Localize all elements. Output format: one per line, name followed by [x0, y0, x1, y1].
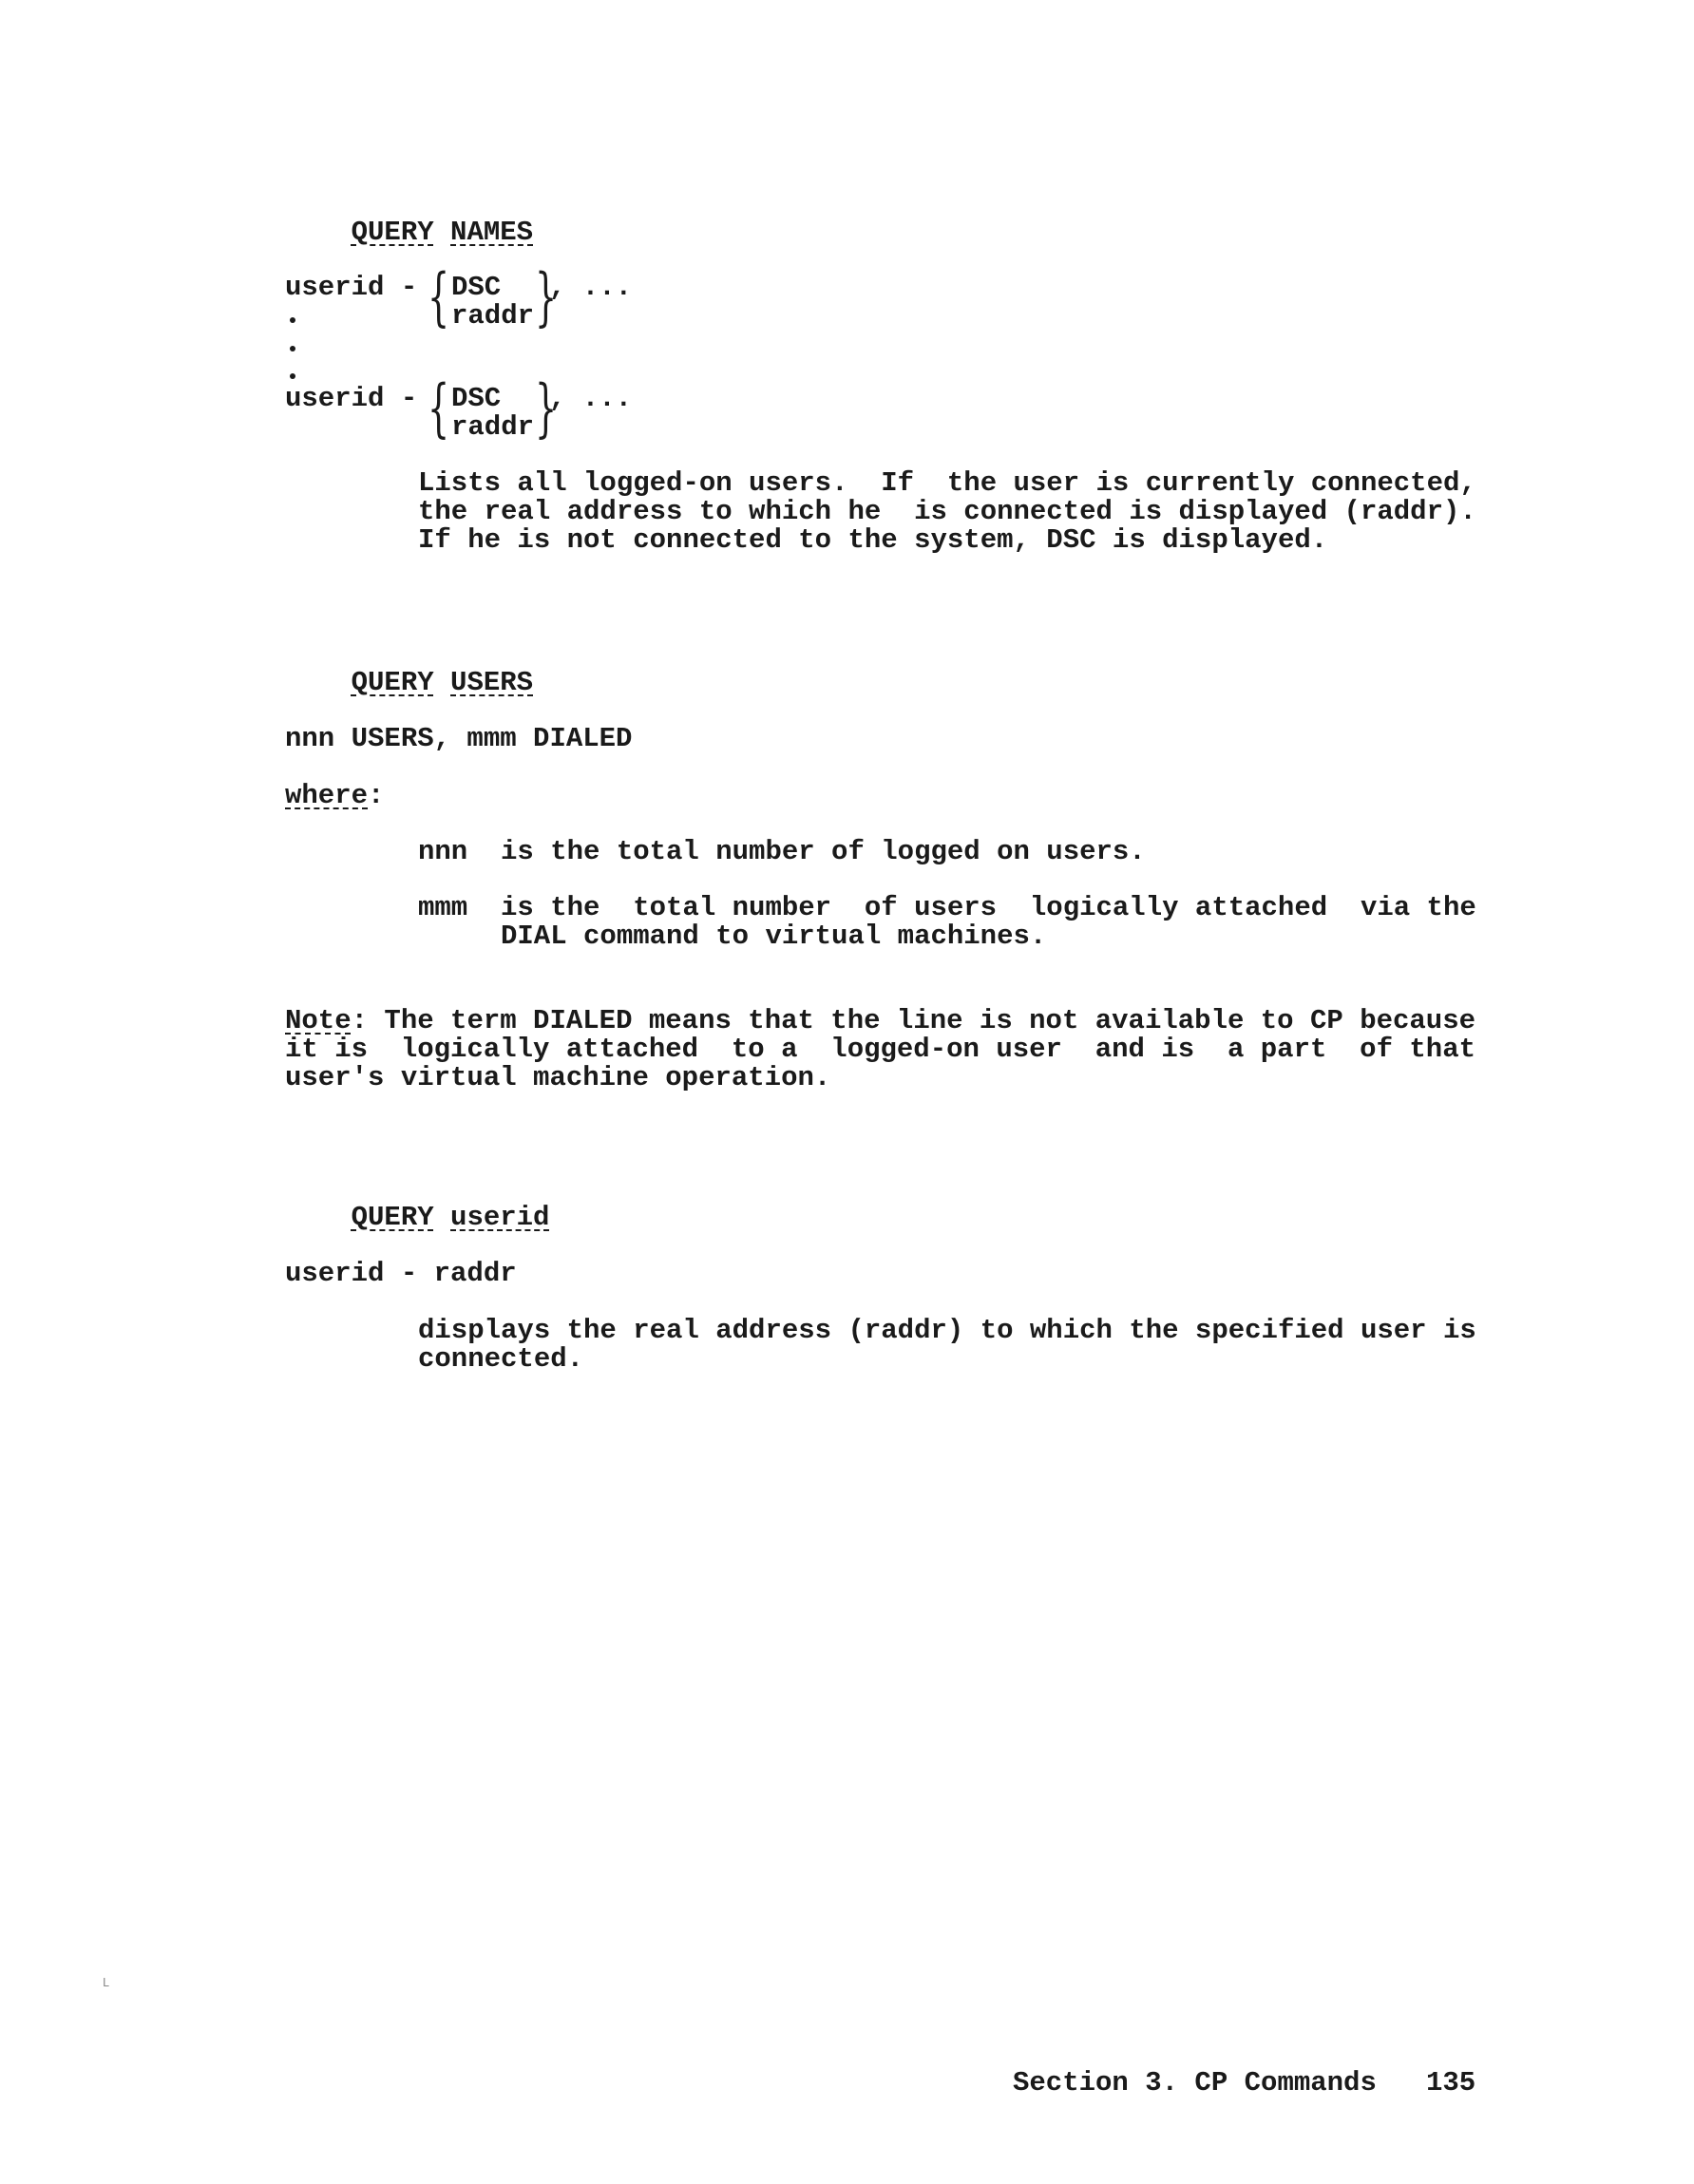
- names-entry-1: userid -: [285, 272, 418, 303]
- note-label: Note: [285, 1005, 352, 1036]
- continuation-dot: [290, 346, 295, 351]
- continuation-dot: [290, 373, 295, 379]
- margin-mark: L: [103, 1976, 109, 1989]
- right-brace-1: }: [535, 260, 558, 333]
- heading-word: NAMES: [450, 217, 534, 248]
- brace-option-raddr: raddr: [451, 411, 535, 443]
- heading-query-names: [285, 190, 533, 275]
- heading-word: QUERY: [351, 667, 434, 698]
- names-desc-line: If he is not connected to the system, DSC is displayed.: [418, 524, 1328, 556]
- def-text-mmm-2: DIAL command to virtual machines.: [501, 921, 1047, 952]
- heading-word: QUERY: [351, 1202, 434, 1233]
- heading-query-userid: [285, 1175, 549, 1261]
- page-number: 135: [1426, 2067, 1476, 2099]
- where-colon: :: [368, 780, 385, 811]
- def-text-mmm-1: is the total number of users logically attached via the: [501, 892, 1476, 923]
- heading-word: USERS: [450, 667, 534, 698]
- def-term-mmm: mmm: [418, 892, 468, 923]
- def-term-nnn: nnn: [418, 836, 468, 867]
- ellipsis-1: , ...: [549, 272, 633, 303]
- left-brace-1: {: [428, 260, 450, 333]
- footer-section: Section 3. CP Commands: [1013, 2067, 1377, 2099]
- right-brace-2: }: [535, 371, 558, 445]
- brace-option-dsc: DSC: [451, 272, 502, 303]
- brace-option-raddr: raddr: [451, 300, 535, 332]
- heading-word: userid: [450, 1202, 550, 1233]
- brace-option-dsc: DSC: [451, 383, 502, 414]
- names-desc-line: the real address to which he is connected is displayed (raddr).: [418, 496, 1476, 527]
- where-line: [285, 782, 384, 810]
- userid-desc-line: displays the real address (raddr) to which the specified user is: [418, 1315, 1476, 1346]
- left-brace-2: {: [428, 371, 450, 445]
- note-text: : The term DIALED means that the line is not available to CP because: [351, 1005, 1476, 1036]
- heading-word: QUERY: [351, 217, 434, 248]
- def-text-nnn: is the total number of logged on users.: [501, 836, 1146, 867]
- ellipsis-2: , ...: [549, 383, 633, 414]
- note-line-1: [285, 1007, 1475, 1035]
- names-desc-line: Lists all logged-on users. If the user is currently connected,: [418, 467, 1476, 499]
- users-format: nnn USERS, mmm DIALED: [285, 723, 633, 754]
- names-entry-2: userid -: [285, 383, 418, 414]
- continuation-dot: [290, 317, 295, 323]
- note-line-2: it is logically attached to a logged-on user and is a part of that: [285, 1034, 1476, 1065]
- note-line-3: user's virtual machine operation.: [285, 1062, 831, 1093]
- userid-desc-line: connected.: [418, 1343, 584, 1375]
- userid-format: userid - raddr: [285, 1258, 517, 1289]
- where-label: where: [285, 780, 369, 811]
- heading-query-users: [285, 640, 533, 726]
